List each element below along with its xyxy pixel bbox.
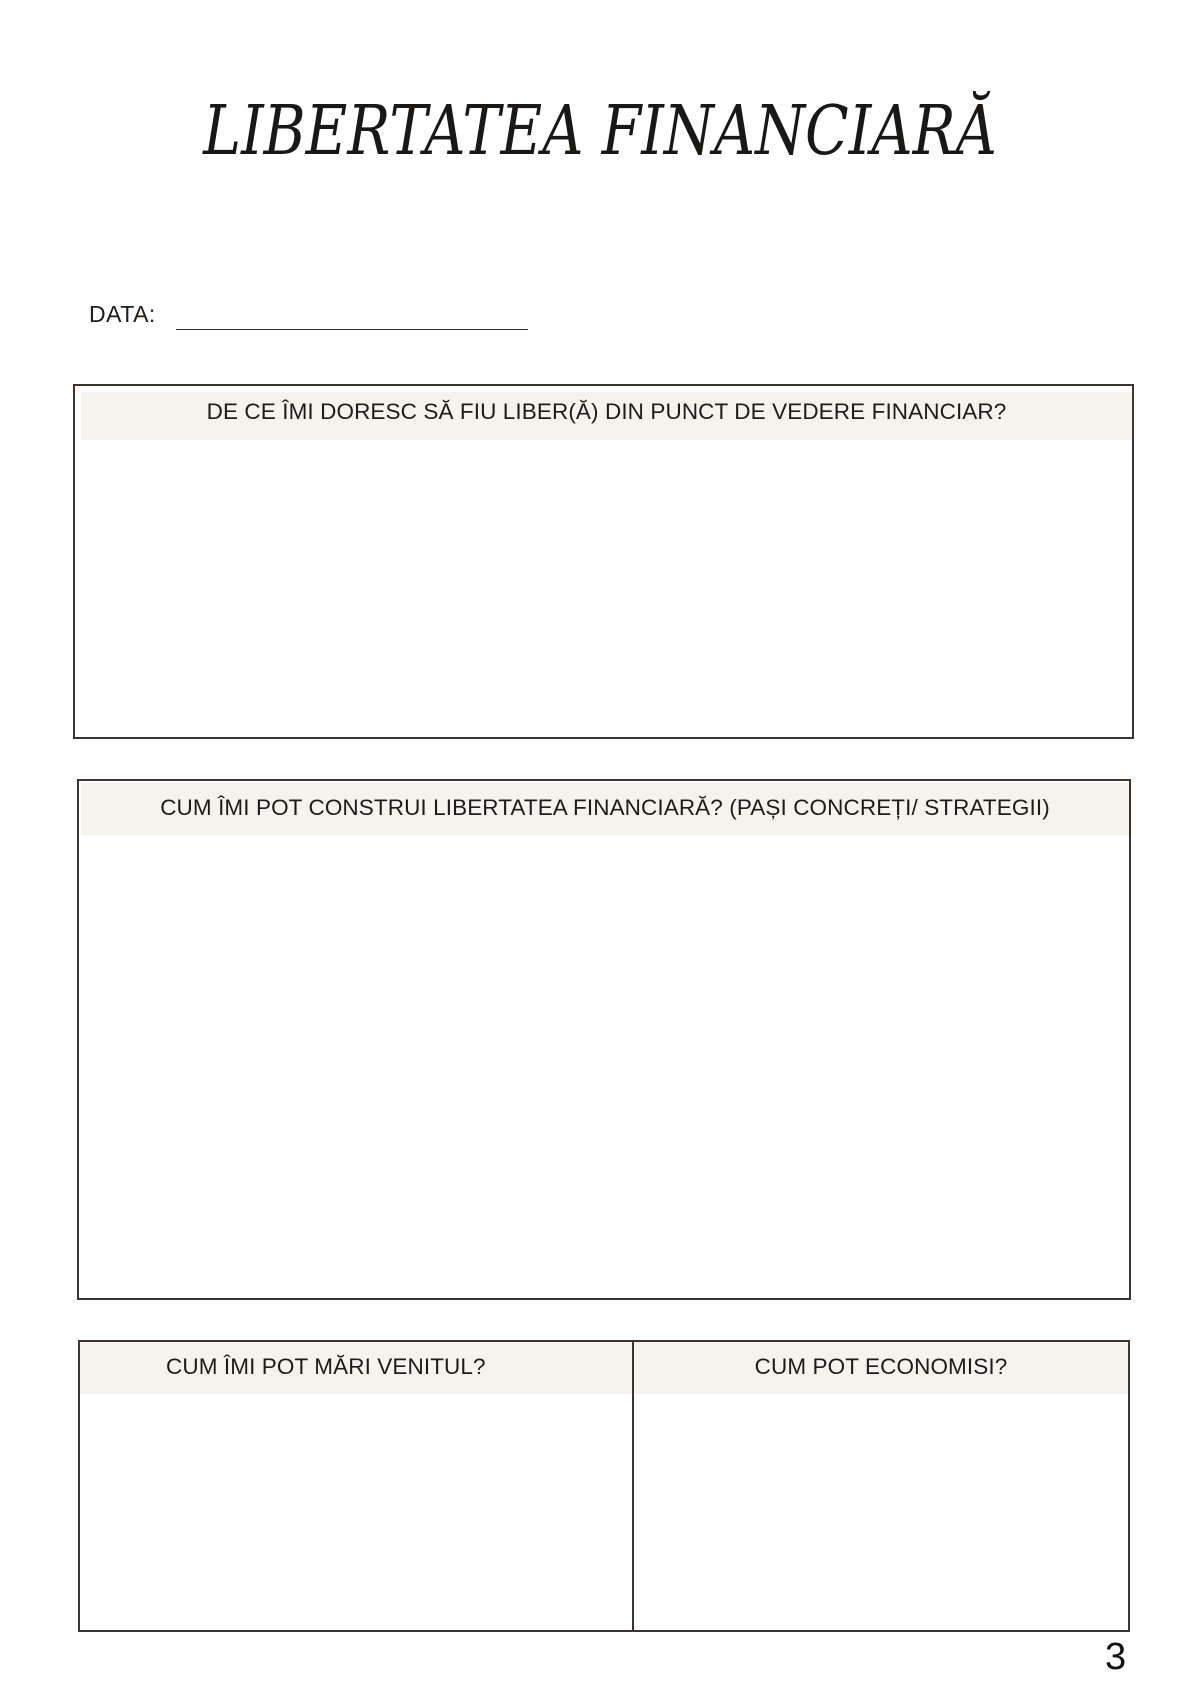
date-label: DATA: — [89, 301, 156, 327]
increase-income-answer-area[interactable] — [80, 1396, 632, 1630]
increase-income-column — [80, 1342, 634, 1630]
save-money-answer-area[interactable] — [634, 1396, 1128, 1630]
increase-income-question: CUM ÎMI POT MĂRI VENITUL? — [80, 1342, 632, 1394]
date-field[interactable] — [176, 329, 528, 330]
build-financial-freedom-question: CUM ÎMI POT CONSTRUI LIBERTATEA FINANCIARĂ? (PAȘI CONCREȚI/ STRATEGII) — [81, 783, 1129, 835]
why-financial-freedom-question: DE CE ÎMI DORESC SĂ FIU LIBER(Ă) DIN PUNCT DE VEDERE FINANCIAR? — [81, 392, 1132, 440]
page-number: 3 — [1105, 1636, 1127, 1678]
why-financial-freedom-box — [73, 384, 1134, 739]
why-financial-freedom-answer-area[interactable] — [75, 440, 1132, 737]
page-title: LIBERTATEA FINANCIARĂ — [203, 92, 997, 171]
build-financial-freedom-answer-area[interactable] — [79, 835, 1129, 1298]
save-money-column — [634, 1342, 1128, 1630]
build-financial-freedom-box — [77, 779, 1131, 1300]
save-money-question: CUM POT ECONOMISI? — [634, 1342, 1128, 1394]
income-savings-box — [78, 1340, 1130, 1632]
